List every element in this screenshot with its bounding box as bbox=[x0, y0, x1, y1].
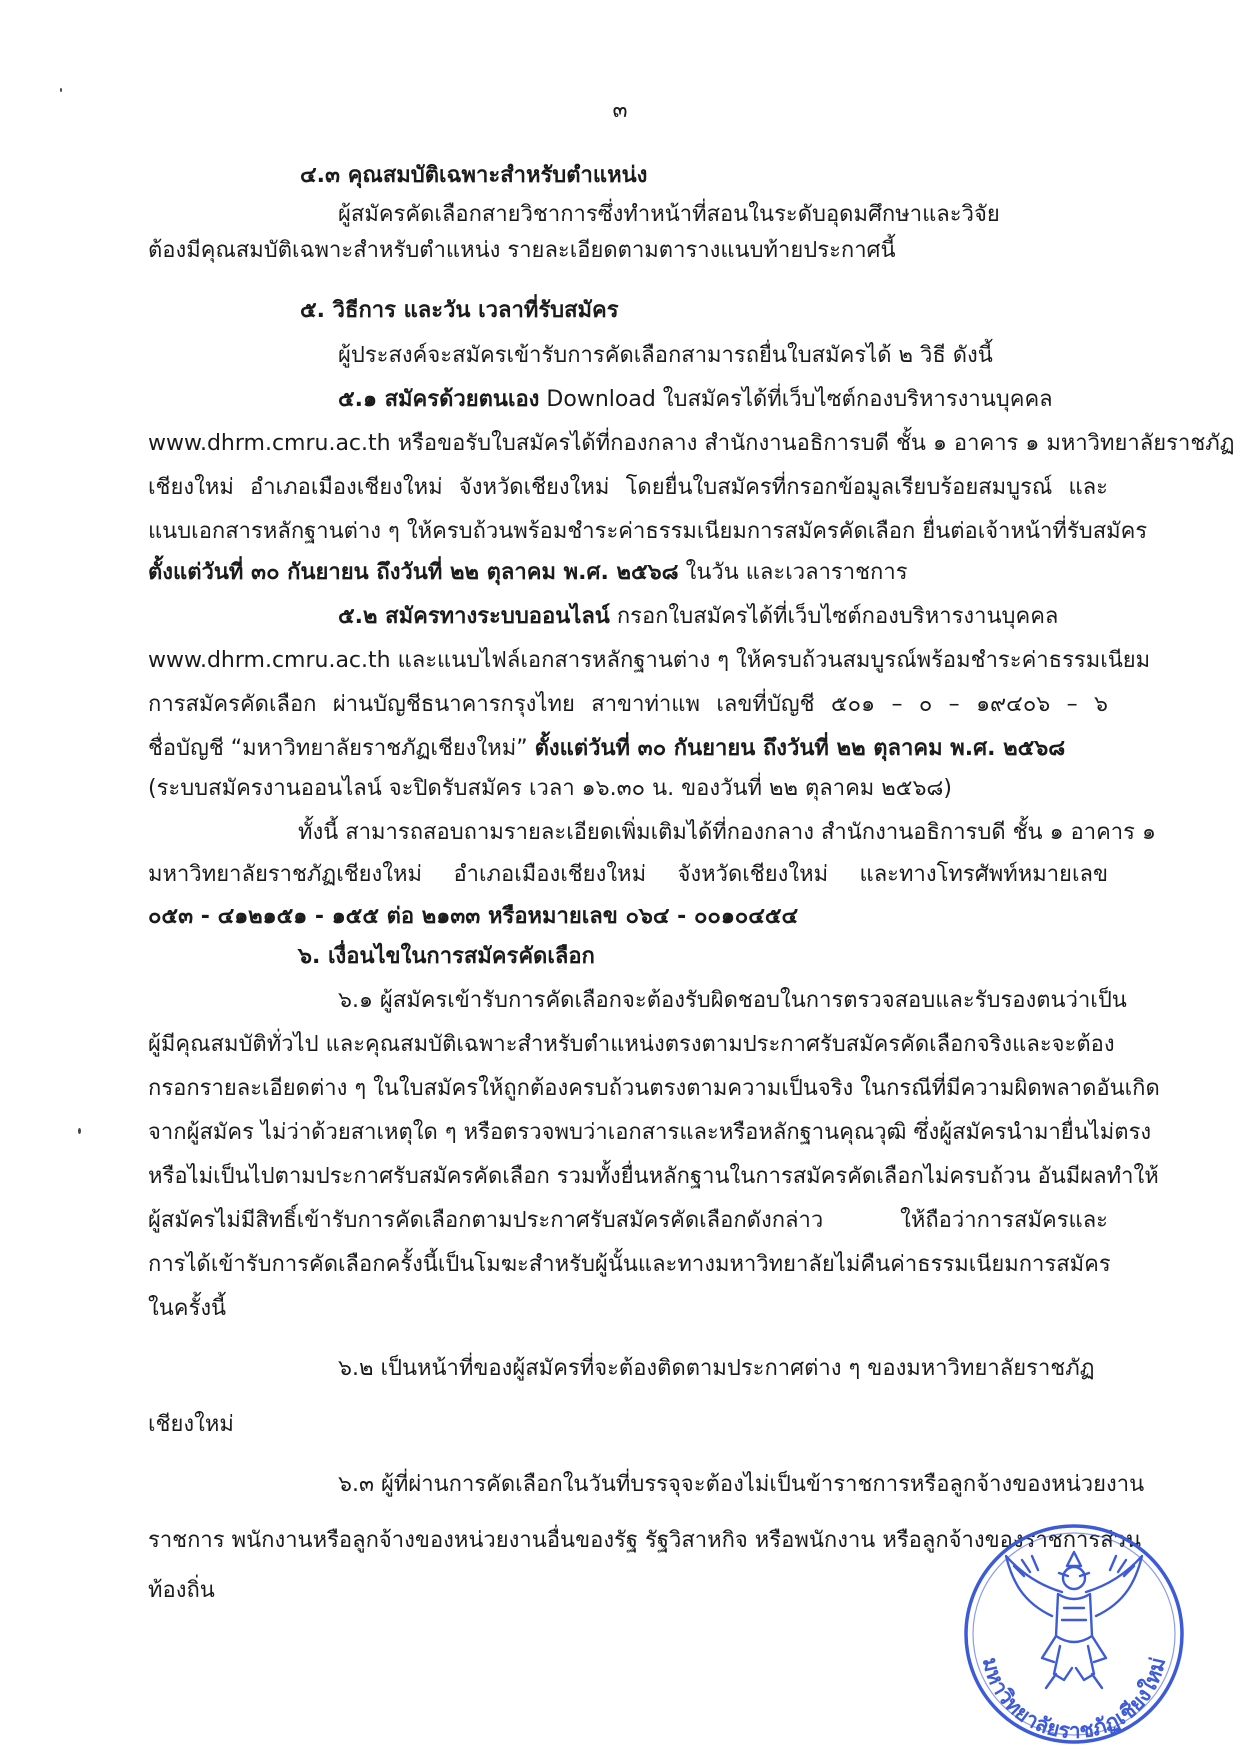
section-6-3-line-1: ๖.๓ ผู้ที่ผ่านการคัดเลือกในวันที่บรรจุจะต้องไม่เป็นข้าราชการหรือลูกจ้างของหน่วยงาน bbox=[338, 1472, 1145, 1497]
section-4-3-line-2: ต้องมีคุณสมบัติเฉพาะสำหรับตำแหน่ง รายละเอียดตามตารางแนบท้ายประกาศนี้ bbox=[148, 238, 896, 263]
section-5-1-line-5 bbox=[148, 560, 908, 586]
section-5-1-title: ๕.๑ สมัครด้วยตนเอง bbox=[338, 387, 540, 412]
garuda-emblem bbox=[1006, 1552, 1142, 1688]
section-5-2-line-2: www.dhrm.cmru.ac.th และแนบไฟล์เอกสารหลักฐานต่าง ๆ ให้ครบถ้วนสมบูรณ์พร้อมชำระค่าธรรมเนียม bbox=[148, 648, 1151, 673]
contact-phone: ๐๕๓ - ๔๑๒๑๕๑ - ๑๕๕ ต่อ ๒๑๓๓ หรือหมายเลข ๐๖๔ - ๐๐๑๐๔๕๔ bbox=[148, 904, 799, 929]
section-6-1-line-3: กรอกรายละเอียดต่าง ๆ ในใบสมัครให้ถูกต้องครบถ้วนตรงตามความเป็นจริง ในกรณีที่มีความผิดพลาดอันเกิด bbox=[148, 1076, 1160, 1101]
stamp-text: มหาวิทยาลัยราชภัฏเชียงใหม่ bbox=[977, 1655, 1171, 1744]
section-6-1-line-5: หรือไม่เป็นไปตามประกาศรับสมัครคัดเลือก รวมทั้งยื่นหลักฐานในการสมัครคัดเลือกไม่ครบถ้วน อันมีผลทำให้ bbox=[148, 1164, 1159, 1189]
section-6-2-line-1: ๖.๒ เป็นหน้าที่ของผู้สมัครที่จะต้องติดตามประกาศต่าง ๆ ของมหาวิทยาลัยราชภัฏ bbox=[338, 1356, 1095, 1381]
section-6-2-line-2: เชียงใหม่ bbox=[148, 1412, 234, 1437]
section-5-2-line-3: การสมัครคัดเลือก ผ่านบัญชีธนาคารกรุงไทย สาขาท่าแพ เลขที่บัญชี ๕๐๑ – ๐ – ๑๙๔๐๖ – ๖ bbox=[148, 692, 1108, 717]
contact-line-2: มหาวิทยาลัยราชภัฏเชียงใหม่ อำเภอเมืองเชียงใหม่ จังหวัดเชียงใหม่ และทางโทรศัพท์หมายเลข bbox=[148, 862, 1108, 887]
section-5-2-line-5: (ระบบสมัครงานออนไลน์ จะปิดรับสมัคร เวลา ๑๖.๓๐ น. ของวันที่ ๒๒ ตุลาคม ๒๕๖๘) bbox=[148, 776, 952, 801]
section-5-1-line-2: www.dhrm.cmru.ac.th หรือขอรับใบสมัครได้ที่กองกลาง สำนักงานอธิการบดี ชั้น ๑ อาคาร ๑ มหาวิทยาลัยราชภัฏ bbox=[148, 431, 1235, 456]
section-6-1-line-2: ผู้มีคุณสมบัติทั่วไป และคุณสมบัติเฉพาะสำหรับตำแหน่งตรงตามประกาศรับสมัครคัดเลือกจริงและจะต้อง bbox=[148, 1032, 1115, 1057]
section-6-1-line-7: การได้เข้ารับการคัดเลือกครั้งนี้เป็นโมฆะสำหรับผู้นั้นและทางมหาวิทยาลัยไม่คืนค่าธรรมเนียมการสมัคร bbox=[148, 1252, 1111, 1277]
page-number: ๓ bbox=[612, 98, 628, 123]
section-5-2-line-1 bbox=[338, 604, 1058, 630]
section-5-1-office-hours: ในวัน และเวลาราชการ bbox=[678, 560, 908, 585]
section-4-3-line-1: ผู้สมัครคัดเลือกสายวิชาการซึ่งทำหน้าที่สอนในระดับอุดมศึกษาและวิจัย bbox=[338, 202, 1000, 227]
section-5-2-date-range: ตั้งแต่วันที่ ๓๐ กันยายน ถึงวันที่ ๒๒ ตุลาคม พ.ศ. ๒๕๖๘ bbox=[534, 736, 1066, 761]
section-4-3-heading: ๔.๓ คุณสมบัติเฉพาะสำหรับตำแหน่ง bbox=[300, 163, 648, 188]
scan-speck bbox=[60, 88, 62, 92]
section-5-intro: ผู้ประสงค์จะสมัครเข้ารับการคัดเลือกสามารถยื่นใบสมัครได้ ๒ วิธี ดังนี้ bbox=[338, 343, 993, 368]
section-5-1-line-3: เชียงใหม่ อำเภอเมืองเชียงใหม่ จังหวัดเชียงใหม่ โดยยื่นใบสมัครที่กรอกข้อมูลเรียบร้อยสมบูรณ์ และ bbox=[148, 475, 1108, 500]
section-6-1-line-6: ผู้สมัครไม่มีสิทธิ์เข้ารับการคัดเลือกตามประกาศรับสมัครคัดเลือกดังกล่าว ให้ถือว่าการสมัครและ bbox=[148, 1208, 1108, 1233]
section-5-1-line-1 bbox=[338, 387, 1108, 413]
section-5-2-title: ๕.๒ สมัครทางระบบออนไลน์ bbox=[338, 604, 610, 629]
section-6-1-line-4: จากผู้สมัคร ไม่ว่าด้วยสาเหตุใด ๆ หรือตรวจพบว่าเอกสารและหรือหลักฐานคุณวุฒิ ซึ่งผู้สมัครนำมายื่นไม่ตรง bbox=[148, 1120, 1152, 1145]
contact-line-1: ทั้งนี้ สามารถสอบถามรายละเอียดเพิ่มเติมได้ที่กองกลาง สำนักงานอธิการบดี ชั้น ๑ อาคาร ๑ bbox=[298, 820, 1156, 845]
section-5-2-line-1-text: กรอกใบสมัครได้ที่เว็บไซต์กองบริหารงานบุคคล bbox=[609, 604, 1059, 629]
section-5-1-line-4: แนบเอกสารหลักฐานต่าง ๆ ให้ครบถ้วนพร้อมชำระค่าธรรมเนียมการสมัครคัดเลือก ยื่นต่อเจ้าหน้าที่รับสมัคร bbox=[148, 519, 1148, 544]
official-stamp bbox=[952, 1516, 1190, 1754]
stamp-outer-ring bbox=[966, 1526, 1182, 1742]
section-5-1-line-1-text: Download ใบสมัครได้ที่เว็บไซต์กองบริหารงานบุคคล bbox=[539, 387, 1053, 412]
section-5-1-date-range: ตั้งแต่วันที่ ๓๐ กันยายน ถึงวันที่ ๒๒ ตุลาคม พ.ศ. ๒๕๖๘ bbox=[148, 560, 679, 585]
section-6-1-line-1: ๖.๑ ผู้สมัครเข้ารับการคัดเลือกจะต้องรับผิดชอบในการตรวจสอบและรับรองตนว่าเป็น bbox=[338, 988, 1127, 1013]
section-5-heading: ๕. วิธีการ และวัน เวลาที่รับสมัคร bbox=[300, 298, 619, 323]
section-5-2-line-4 bbox=[148, 736, 1065, 762]
section-6-1-line-8: ในครั้งนี้ bbox=[148, 1296, 227, 1321]
scan-speck bbox=[78, 1128, 81, 1134]
section-6-3-line-2: ราชการ พนักงานหรือลูกจ้างของหน่วยงานอื่นของรัฐ รัฐวิสาหกิจ หรือพนักงาน หรือลูกจ้างของราชการส่วน bbox=[148, 1528, 1142, 1553]
section-6-heading: ๖. เงื่อนไขในการสมัครคัดเลือก bbox=[298, 944, 595, 969]
account-name: ชื่อบัญชี “มหาวิทยาลัยราชภัฏเชียงใหม่” bbox=[148, 736, 535, 761]
section-6-3-line-3: ท้องถิ่น bbox=[148, 1578, 215, 1603]
